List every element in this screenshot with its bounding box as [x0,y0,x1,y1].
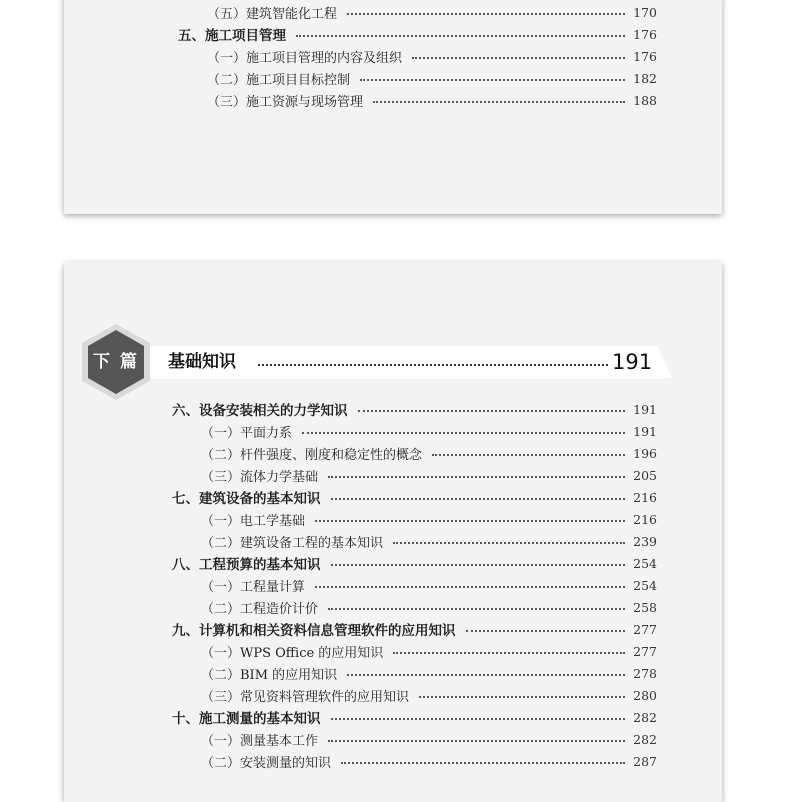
toc-entry-page: 176 [633,48,657,64]
toc-entry [207,2,657,22]
toc-entry [207,68,657,88]
toc-entry [201,597,657,617]
toc-entry-page: 176 [633,26,657,42]
leader-dots [296,35,625,37]
leader-dots [412,57,625,59]
toc-entry-title: 五、施工项目管理 [178,28,286,44]
toc-entry [201,729,657,749]
leader-dots [315,520,625,522]
toc-entry-page: 170 [633,4,657,20]
toc-entry [201,641,657,661]
leader-dots [331,564,626,566]
part-page-number: 191 [612,350,653,374]
leader-dots [358,410,626,412]
toc-entry-page: 196 [633,445,657,461]
toc-entry-page: 287 [633,753,657,769]
toc-entry-title: （五）建筑智能化工程 [207,6,338,22]
toc-entry [201,465,657,485]
toc-entry-page: 280 [633,687,657,703]
toc-entry-page: 282 [633,731,657,747]
toc-entry [201,685,657,705]
toc-entry [201,421,657,441]
leader-dots [302,432,625,434]
toc-entry-page: 282 [633,709,657,725]
toc-entry-title: （一）平面力系 [201,425,293,441]
toc-entry-title: （二）施工项目目标控制 [207,72,351,88]
toc-entry [201,531,657,551]
toc-entry-title: （一）施工项目管理的内容及组织 [207,50,403,66]
leader-dots [341,762,625,764]
leader-dots [393,542,625,544]
toc-entry-title: （二）工程造价计价 [201,601,319,617]
toc-entry-page: 191 [633,423,657,439]
toc-entry-page: 205 [633,467,657,483]
leader-dots [432,454,625,456]
toc-entry-title: （三）常见资料管理软件的应用知识 [201,689,410,705]
toc-entry-title: 九、计算机和相关资料信息管理软件的应用知识 [172,623,456,639]
toc-entry-page: 188 [633,92,657,108]
toc-entry-title: 八、工程预算的基本知识 [172,557,321,573]
toc-entry [201,751,657,771]
leader-dots [360,79,625,81]
part-title: 基础知识 [168,352,236,372]
toc-entry-page: 216 [633,511,657,527]
toc-entry-title: （二）建筑设备工程的基本知识 [201,535,384,551]
toc-entry-title: （一）电工学基础 [201,513,306,529]
toc-chapter [172,553,657,573]
toc-entry-page: 277 [633,643,657,659]
toc-entry-page: 239 [633,533,657,549]
toc-entry-page: 278 [633,665,657,681]
toc-entry-page: 277 [633,621,657,637]
leader-dots [328,608,625,610]
leader-dots [328,476,625,478]
toc-entry-page: 254 [633,577,657,593]
toc-entry [201,443,657,463]
toc-chapter [178,24,657,44]
toc-entry-title: （二）安装测量的知识 [201,755,332,771]
leader-dots [331,718,626,720]
toc-entry-title: （三）施工资源与现场管理 [207,94,364,110]
toc-entry-page: 254 [633,555,657,571]
toc-chapter [172,487,657,507]
toc-entry-title: 六、设备安装相关的力学知识 [172,403,348,419]
leader-dots [373,101,625,103]
toc-entry-page: 182 [633,70,657,86]
leader-dots [315,586,625,588]
toc-entry-page: 191 [633,401,657,417]
toc-entry-title: （三）流体力学基础 [201,469,319,485]
toc-entry [207,90,657,110]
toc-chapter [172,707,657,727]
toc-entry-title: 七、建筑设备的基本知识 [172,491,321,507]
toc-entry-page: 216 [633,489,657,505]
toc-entry-title: 十、施工测量的基本知识 [172,711,321,727]
toc-entry-page: 258 [633,599,657,615]
toc-entry [201,575,657,595]
toc-entry-title: （二）杆件强度、刚度和稳定性的概念 [201,447,423,463]
leader-dots [258,364,608,366]
toc-entry [201,663,657,683]
leader-dots [347,674,625,676]
part-label: 下 篇 [93,352,139,372]
toc-entry-title: （一）工程量计算 [201,579,306,595]
leader-dots [328,740,625,742]
leader-dots [331,498,626,500]
toc-entry-title: （二）BIM 的应用知识 [201,667,338,683]
toc-chapter [172,399,657,419]
leader-dots [393,652,625,654]
toc-chapter [172,619,657,639]
toc-entry [207,46,657,66]
leader-dots [466,630,626,632]
toc-entry-title: （一）WPS Office 的应用知识 [201,645,384,661]
leader-dots [347,13,625,15]
toc-entry-title: （一）测量基本工作 [201,733,319,749]
leader-dots [419,696,625,698]
toc-entry [201,509,657,529]
